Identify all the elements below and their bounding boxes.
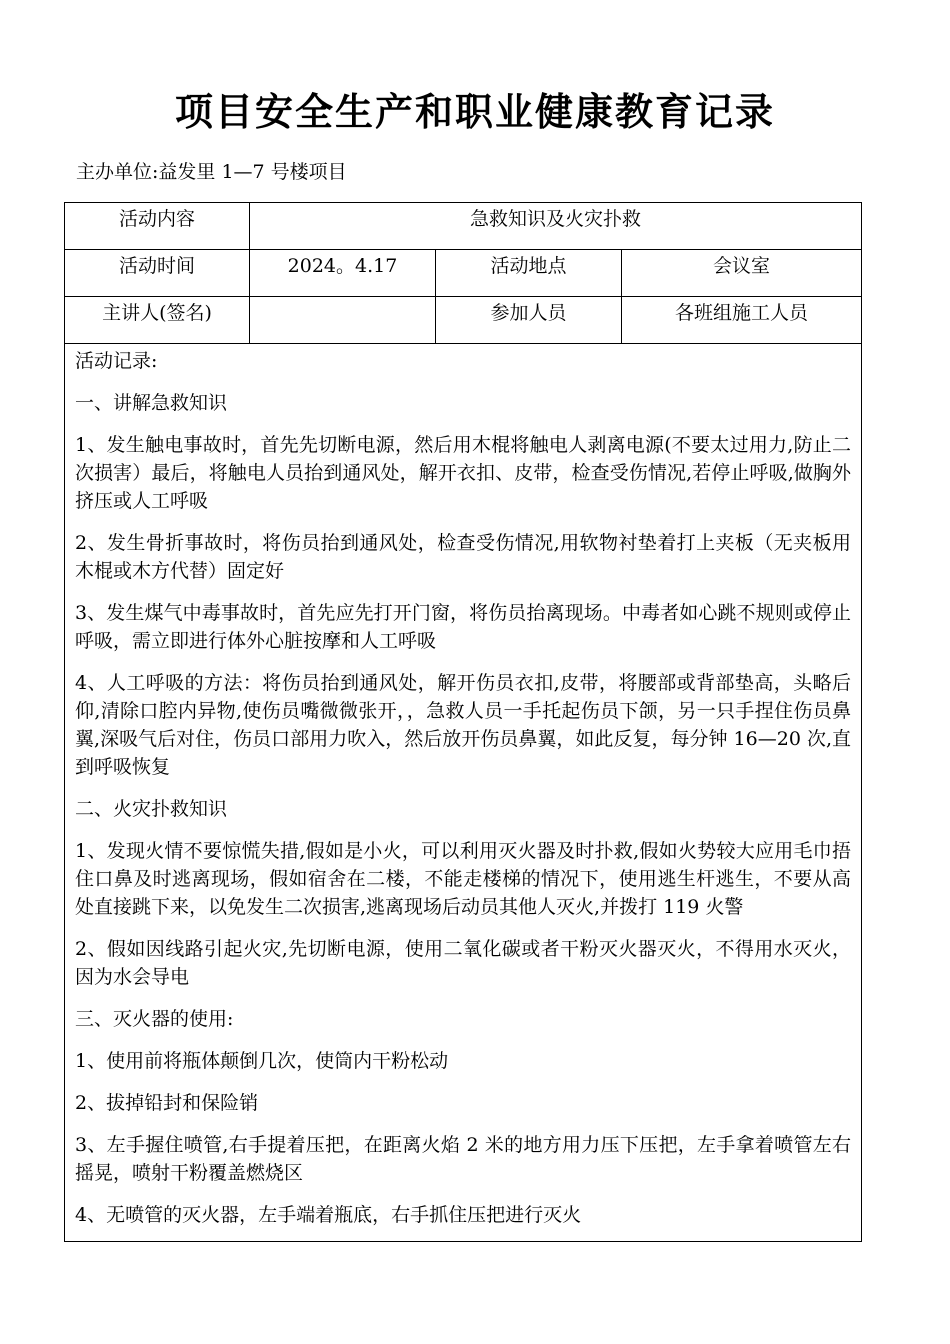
- record-row: [65, 344, 862, 1242]
- activity-location-label: 活动地点: [436, 250, 622, 297]
- activity-content-value: 急救知识及火灾扑救: [250, 203, 862, 250]
- record-content: [65, 344, 862, 1242]
- speaker-label: 主讲人(签名): [65, 297, 250, 344]
- activity-content-label: 活动内容: [65, 203, 250, 250]
- speaker-row: [65, 297, 862, 344]
- section-title-extinguisher-use: 三、灭火器的使用:: [75, 1008, 234, 1030]
- activity-time-row: [65, 250, 862, 297]
- activity-location-value: 会议室: [622, 250, 862, 297]
- first-aid-item-2: 2、发生骨折事故时，将伤员抬到通风处，检查受伤情况,用软物衬垫着打上夹板（无夹板用木棍或木方代替）固定好: [75, 532, 852, 582]
- speaker-signature-field: [250, 297, 436, 344]
- fire-fighting-item-2: 2、假如因线路引起火灾,先切断电源，使用二氧化碳或者干粉灭火器灭火，不得用水灭火，因为水会导电: [75, 938, 852, 988]
- activity-time-value: 2024。4.17: [250, 250, 436, 297]
- first-aid-item-3: 3、发生煤气中毒事故时，首先应先打开门窗，将伤员抬离现场。中毒者如心跳不规则或停止呼吸，需立即进行体外心脏按摩和人工呼吸: [75, 602, 852, 652]
- extinguisher-step-2: 2、拔掉铅封和保险销: [75, 1092, 259, 1114]
- section-title-fire-fighting: 二、火灾扑救知识: [75, 798, 228, 820]
- extinguisher-step-1: 1、使用前将瓶体颠倒几次，使筒内干粉松动: [75, 1050, 449, 1072]
- extinguisher-step-4: 4、无喷管的灭火器，左手端着瓶底，右手抓住压把进行灭火: [75, 1204, 582, 1226]
- record-table: [64, 202, 862, 1242]
- first-aid-item-4: 4、人工呼吸的方法：将伤员抬到通风处，解开伤员衣扣,皮带，将腰部或背部垫高，头略后仰,清除口腔内异物,使伤员嘴微微张开，，急救人员一手托起伤员下颌，另一只手捏住伤员鼻翼,深吸气后对住，伤员口部用力吹入，然后放开伤员鼻翼，如此反复，每分钟 16—20 次,直到呼吸恢复: [75, 672, 852, 778]
- organizer-line: [76, 158, 347, 186]
- participants-label: 参加人员: [436, 297, 622, 344]
- record-heading: 活动记录:: [75, 350, 158, 372]
- first-aid-item-1: 1、发生触电事故时，首先先切断电源，然后用木棍将触电人剥离电源(不要太过用力,防止二次损害）最后，将触电人员抬到通风处，解开衣扣、皮带，检查受伤情况,若停止呼吸,做胸外挤压或人工呼吸: [75, 434, 852, 512]
- fire-fighting-item-1: 1、发现火情不要惊慌失措,假如是小火，可以利用灭火器及时扑救,假如火势较大应用毛巾捂住口鼻及时逃离现场，假如宿舍在二楼，不能走楼梯的情况下，使用逃生杆逃生，不要从高处直接跳下来，以免发生二次损害,逃离现场后动员其他人灭火,并拨打 119 火警: [75, 840, 852, 918]
- organizer-label: 主办单位:: [76, 161, 159, 183]
- activity-time-label: 活动时间: [65, 250, 250, 297]
- document-title: 项目安全生产和职业健康教育记录: [174, 89, 775, 134]
- participants-value: 各班组施工人员: [622, 297, 862, 344]
- activity-content-row: [65, 203, 862, 250]
- extinguisher-step-3: 3、左手握住喷管,右手提着压把，在距离火焰 2 米的地方用力压下压把，左手拿着喷管左右摇晃，喷射干粉覆盖燃烧区: [75, 1134, 852, 1184]
- organizer-value: 益发里 1—7 号楼项目: [158, 161, 347, 183]
- section-title-first-aid: 一、讲解急救知识: [75, 392, 228, 414]
